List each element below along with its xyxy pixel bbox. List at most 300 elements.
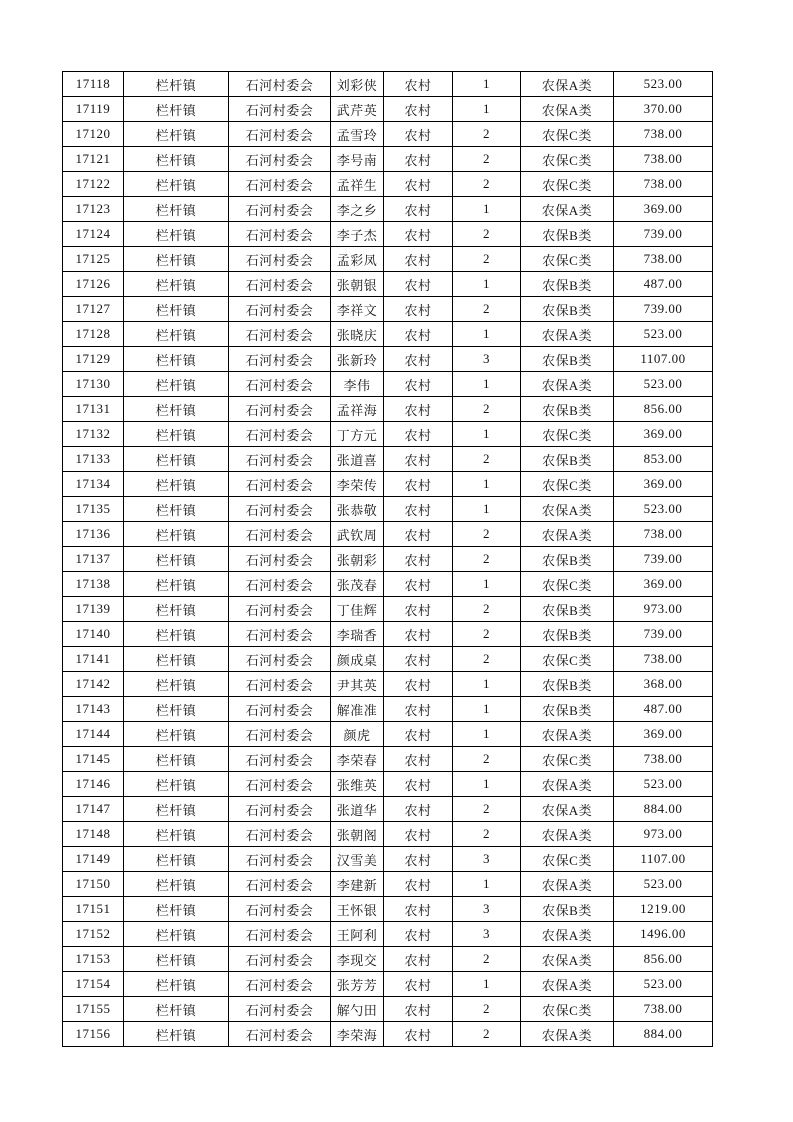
table-row	[63, 747, 713, 772]
cell-amount: 523.00	[614, 497, 713, 522]
cell-village: 石河村委会	[229, 72, 331, 97]
cell-persons: 2	[453, 122, 521, 147]
cell-seq: 17146	[63, 772, 124, 797]
cell-persons: 1	[453, 722, 521, 747]
cell-town: 栏杆镇	[124, 122, 229, 147]
table-row	[63, 872, 713, 897]
cell-residence: 农村	[384, 572, 453, 597]
cell-name: 丁佳辉	[331, 597, 384, 622]
cell-amount: 738.00	[614, 247, 713, 272]
cell-seq: 17133	[63, 447, 124, 472]
cell-name: 张道华	[331, 797, 384, 822]
cell-amount: 738.00	[614, 147, 713, 172]
cell-amount: 739.00	[614, 622, 713, 647]
cell-town: 栏杆镇	[124, 197, 229, 222]
cell-residence: 农村	[384, 997, 453, 1022]
cell-residence: 农村	[384, 622, 453, 647]
cell-category: 农保C类	[521, 172, 614, 197]
cell-seq: 17141	[63, 647, 124, 672]
cell-persons: 1	[453, 972, 521, 997]
cell-persons: 2	[453, 597, 521, 622]
cell-seq: 17130	[63, 372, 124, 397]
cell-village: 石河村委会	[229, 647, 331, 672]
table-row	[63, 572, 713, 597]
cell-amount: 369.00	[614, 572, 713, 597]
cell-town: 栏杆镇	[124, 722, 229, 747]
cell-category: 农保A类	[521, 72, 614, 97]
table-row	[63, 522, 713, 547]
cell-town: 栏杆镇	[124, 822, 229, 847]
table-row	[63, 347, 713, 372]
cell-category: 农保B类	[521, 272, 614, 297]
cell-seq: 17143	[63, 697, 124, 722]
cell-amount: 523.00	[614, 322, 713, 347]
cell-category: 农保C类	[521, 122, 614, 147]
cell-category: 农保C类	[521, 647, 614, 672]
cell-amount: 739.00	[614, 547, 713, 572]
cell-town: 栏杆镇	[124, 147, 229, 172]
cell-town: 栏杆镇	[124, 347, 229, 372]
cell-village: 石河村委会	[229, 397, 331, 422]
cell-name: 张朝彩	[331, 547, 384, 572]
cell-town: 栏杆镇	[124, 472, 229, 497]
cell-seq: 17144	[63, 722, 124, 747]
cell-residence: 农村	[384, 322, 453, 347]
cell-amount: 973.00	[614, 597, 713, 622]
cell-residence: 农村	[384, 122, 453, 147]
cell-persons: 3	[453, 847, 521, 872]
table-row	[63, 247, 713, 272]
cell-residence: 农村	[384, 897, 453, 922]
cell-town: 栏杆镇	[124, 772, 229, 797]
cell-category: 农保C类	[521, 847, 614, 872]
cell-persons: 2	[453, 247, 521, 272]
table-row	[63, 222, 713, 247]
table-row	[63, 72, 713, 97]
cell-name: 孟祥生	[331, 172, 384, 197]
table-row	[63, 947, 713, 972]
cell-category: 农保A类	[521, 797, 614, 822]
table-row	[63, 447, 713, 472]
cell-residence: 农村	[384, 547, 453, 572]
cell-village: 石河村委会	[229, 747, 331, 772]
cell-village: 石河村委会	[229, 847, 331, 872]
cell-amount: 523.00	[614, 872, 713, 897]
cell-village: 石河村委会	[229, 997, 331, 1022]
table-row	[63, 922, 713, 947]
cell-persons: 2	[453, 522, 521, 547]
cell-name: 张朝银	[331, 272, 384, 297]
cell-category: 农保B类	[521, 897, 614, 922]
cell-persons: 2	[453, 147, 521, 172]
cell-category: 农保A类	[521, 322, 614, 347]
cell-town: 栏杆镇	[124, 647, 229, 672]
cell-persons: 1	[453, 197, 521, 222]
cell-amount: 853.00	[614, 447, 713, 472]
cell-residence: 农村	[384, 422, 453, 447]
cell-category: 农保C类	[521, 747, 614, 772]
cell-village: 石河村委会	[229, 497, 331, 522]
cell-residence: 农村	[384, 947, 453, 972]
cell-residence: 农村	[384, 447, 453, 472]
cell-name: 李荣传	[331, 472, 384, 497]
table-row	[63, 472, 713, 497]
cell-persons: 3	[453, 922, 521, 947]
table-row	[63, 122, 713, 147]
table-row	[63, 997, 713, 1022]
cell-amount: 369.00	[614, 722, 713, 747]
cell-seq: 17148	[63, 822, 124, 847]
cell-category: 农保A类	[521, 972, 614, 997]
cell-name: 颜成桌	[331, 647, 384, 672]
cell-name: 汉雪美	[331, 847, 384, 872]
cell-seq: 17136	[63, 522, 124, 547]
cell-residence: 农村	[384, 147, 453, 172]
cell-persons: 1	[453, 872, 521, 897]
table-row	[63, 772, 713, 797]
cell-category: 农保B类	[521, 547, 614, 572]
cell-village: 石河村委会	[229, 197, 331, 222]
cell-village: 石河村委会	[229, 872, 331, 897]
cell-name: 李荣春	[331, 747, 384, 772]
cell-seq: 17152	[63, 922, 124, 947]
cell-name: 张朝阁	[331, 822, 384, 847]
cell-name: 张维英	[331, 772, 384, 797]
cell-town: 栏杆镇	[124, 597, 229, 622]
cell-village: 石河村委会	[229, 722, 331, 747]
cell-name: 张新玲	[331, 347, 384, 372]
table-row	[63, 297, 713, 322]
cell-name: 张恭敬	[331, 497, 384, 522]
cell-residence: 农村	[384, 397, 453, 422]
cell-seq: 17132	[63, 422, 124, 447]
payment-table-body	[63, 72, 713, 1047]
cell-seq: 17124	[63, 222, 124, 247]
cell-persons: 2	[453, 797, 521, 822]
cell-residence: 农村	[384, 72, 453, 97]
cell-name: 李之乡	[331, 197, 384, 222]
cell-name: 王怀银	[331, 897, 384, 922]
table-row	[63, 97, 713, 122]
cell-town: 栏杆镇	[124, 272, 229, 297]
cell-amount: 523.00	[614, 372, 713, 397]
cell-town: 栏杆镇	[124, 947, 229, 972]
cell-village: 石河村委会	[229, 972, 331, 997]
cell-village: 石河村委会	[229, 472, 331, 497]
cell-persons: 2	[453, 997, 521, 1022]
cell-category: 农保C类	[521, 572, 614, 597]
table-row	[63, 972, 713, 997]
cell-residence: 农村	[384, 522, 453, 547]
cell-seq: 17154	[63, 972, 124, 997]
cell-name: 解勺田	[331, 997, 384, 1022]
cell-amount: 884.00	[614, 797, 713, 822]
cell-town: 栏杆镇	[124, 1022, 229, 1047]
cell-residence: 农村	[384, 597, 453, 622]
table-row	[63, 172, 713, 197]
cell-seq: 17120	[63, 122, 124, 147]
cell-residence: 农村	[384, 1022, 453, 1047]
cell-village: 石河村委会	[229, 272, 331, 297]
cell-seq: 17127	[63, 297, 124, 322]
cell-village: 石河村委会	[229, 122, 331, 147]
cell-amount: 884.00	[614, 1022, 713, 1047]
cell-category: 农保B类	[521, 622, 614, 647]
cell-amount: 369.00	[614, 197, 713, 222]
cell-village: 石河村委会	[229, 147, 331, 172]
cell-town: 栏杆镇	[124, 622, 229, 647]
cell-persons: 2	[453, 747, 521, 772]
cell-seq: 17149	[63, 847, 124, 872]
cell-residence: 农村	[384, 872, 453, 897]
cell-town: 栏杆镇	[124, 797, 229, 822]
cell-name: 李现交	[331, 947, 384, 972]
cell-name: 颜虎	[331, 722, 384, 747]
cell-persons: 1	[453, 672, 521, 697]
cell-amount: 369.00	[614, 472, 713, 497]
cell-amount: 369.00	[614, 422, 713, 447]
cell-town: 栏杆镇	[124, 322, 229, 347]
cell-persons: 1	[453, 772, 521, 797]
cell-town: 栏杆镇	[124, 697, 229, 722]
cell-persons: 1	[453, 572, 521, 597]
cell-town: 栏杆镇	[124, 922, 229, 947]
cell-residence: 农村	[384, 247, 453, 272]
cell-village: 石河村委会	[229, 247, 331, 272]
cell-village: 石河村委会	[229, 172, 331, 197]
cell-seq: 17122	[63, 172, 124, 197]
cell-village: 石河村委会	[229, 572, 331, 597]
cell-village: 石河村委会	[229, 97, 331, 122]
cell-seq: 17135	[63, 497, 124, 522]
cell-residence: 农村	[384, 797, 453, 822]
cell-name: 张芳芳	[331, 972, 384, 997]
cell-persons: 1	[453, 422, 521, 447]
cell-town: 栏杆镇	[124, 297, 229, 322]
cell-name: 孟彩凤	[331, 247, 384, 272]
cell-name: 李子杰	[331, 222, 384, 247]
cell-seq: 17134	[63, 472, 124, 497]
cell-persons: 1	[453, 97, 521, 122]
cell-category: 农保B类	[521, 397, 614, 422]
cell-amount: 523.00	[614, 972, 713, 997]
cell-town: 栏杆镇	[124, 222, 229, 247]
cell-persons: 2	[453, 947, 521, 972]
cell-residence: 农村	[384, 972, 453, 997]
cell-amount: 738.00	[614, 122, 713, 147]
cell-village: 石河村委会	[229, 772, 331, 797]
cell-category: 农保A类	[521, 822, 614, 847]
cell-amount: 1107.00	[614, 847, 713, 872]
cell-category: 农保A类	[521, 872, 614, 897]
cell-seq: 17123	[63, 197, 124, 222]
cell-residence: 农村	[384, 472, 453, 497]
cell-residence: 农村	[384, 347, 453, 372]
cell-category: 农保C类	[521, 472, 614, 497]
cell-category: 农保C类	[521, 247, 614, 272]
cell-seq: 17129	[63, 347, 124, 372]
cell-village: 石河村委会	[229, 547, 331, 572]
cell-persons: 1	[453, 497, 521, 522]
cell-name: 李瑞香	[331, 622, 384, 647]
cell-town: 栏杆镇	[124, 497, 229, 522]
cell-persons: 2	[453, 297, 521, 322]
cell-category: 农保B类	[521, 697, 614, 722]
cell-town: 栏杆镇	[124, 372, 229, 397]
cell-amount: 487.00	[614, 272, 713, 297]
payment-table	[62, 71, 713, 1047]
table-row	[63, 197, 713, 222]
cell-residence: 农村	[384, 647, 453, 672]
cell-seq: 17156	[63, 1022, 124, 1047]
cell-amount: 1219.00	[614, 897, 713, 922]
cell-persons: 2	[453, 1022, 521, 1047]
cell-name: 尹其英	[331, 672, 384, 697]
cell-name: 张道喜	[331, 447, 384, 472]
table-row	[63, 422, 713, 447]
cell-town: 栏杆镇	[124, 747, 229, 772]
cell-seq: 17139	[63, 597, 124, 622]
cell-name: 李荣海	[331, 1022, 384, 1047]
cell-name: 解准准	[331, 697, 384, 722]
cell-category: 农保C类	[521, 997, 614, 1022]
cell-persons: 1	[453, 697, 521, 722]
cell-town: 栏杆镇	[124, 672, 229, 697]
cell-amount: 739.00	[614, 297, 713, 322]
cell-persons: 2	[453, 622, 521, 647]
cell-category: 农保A类	[521, 522, 614, 547]
cell-amount: 973.00	[614, 822, 713, 847]
cell-seq: 17145	[63, 747, 124, 772]
cell-name: 李伟	[331, 372, 384, 397]
cell-name: 武钦周	[331, 522, 384, 547]
table-row	[63, 547, 713, 572]
cell-seq: 17151	[63, 897, 124, 922]
table-row	[63, 497, 713, 522]
cell-amount: 370.00	[614, 97, 713, 122]
table-row	[63, 797, 713, 822]
cell-residence: 农村	[384, 222, 453, 247]
cell-town: 栏杆镇	[124, 972, 229, 997]
cell-town: 栏杆镇	[124, 422, 229, 447]
cell-name: 李建新	[331, 872, 384, 897]
cell-residence: 农村	[384, 697, 453, 722]
cell-residence: 农村	[384, 772, 453, 797]
cell-persons: 2	[453, 447, 521, 472]
cell-village: 石河村委会	[229, 672, 331, 697]
cell-amount: 738.00	[614, 747, 713, 772]
cell-town: 栏杆镇	[124, 247, 229, 272]
cell-residence: 农村	[384, 922, 453, 947]
table-row	[63, 147, 713, 172]
cell-amount: 1107.00	[614, 347, 713, 372]
cell-residence: 农村	[384, 97, 453, 122]
cell-category: 农保B类	[521, 597, 614, 622]
cell-town: 栏杆镇	[124, 172, 229, 197]
cell-amount: 856.00	[614, 397, 713, 422]
cell-residence: 农村	[384, 722, 453, 747]
cell-category: 农保A类	[521, 197, 614, 222]
cell-name: 孟祥海	[331, 397, 384, 422]
cell-seq: 17155	[63, 997, 124, 1022]
cell-name: 李祥文	[331, 297, 384, 322]
cell-town: 栏杆镇	[124, 872, 229, 897]
table-row	[63, 847, 713, 872]
cell-persons: 2	[453, 172, 521, 197]
cell-seq: 17153	[63, 947, 124, 972]
cell-persons: 1	[453, 322, 521, 347]
cell-persons: 2	[453, 397, 521, 422]
cell-town: 栏杆镇	[124, 572, 229, 597]
cell-category: 农保A类	[521, 372, 614, 397]
cell-residence: 农村	[384, 747, 453, 772]
cell-residence: 农村	[384, 272, 453, 297]
cell-residence: 农村	[384, 172, 453, 197]
cell-residence: 农村	[384, 372, 453, 397]
table-row	[63, 822, 713, 847]
table-row	[63, 622, 713, 647]
cell-category: 农保B类	[521, 347, 614, 372]
cell-persons: 2	[453, 822, 521, 847]
cell-seq: 17128	[63, 322, 124, 347]
cell-village: 石河村委会	[229, 522, 331, 547]
cell-amount: 739.00	[614, 222, 713, 247]
cell-town: 栏杆镇	[124, 522, 229, 547]
cell-seq: 17125	[63, 247, 124, 272]
cell-town: 栏杆镇	[124, 897, 229, 922]
cell-category: 农保B类	[521, 222, 614, 247]
cell-name: 丁方元	[331, 422, 384, 447]
table-row	[63, 672, 713, 697]
cell-amount: 738.00	[614, 172, 713, 197]
cell-residence: 农村	[384, 672, 453, 697]
cell-village: 石河村委会	[229, 697, 331, 722]
cell-amount: 856.00	[614, 947, 713, 972]
cell-seq: 17147	[63, 797, 124, 822]
table-row	[63, 597, 713, 622]
cell-village: 石河村委会	[229, 1022, 331, 1047]
cell-village: 石河村委会	[229, 222, 331, 247]
cell-persons: 1	[453, 272, 521, 297]
cell-name: 李号南	[331, 147, 384, 172]
table-row	[63, 1022, 713, 1047]
cell-seq: 17118	[63, 72, 124, 97]
cell-village: 石河村委会	[229, 422, 331, 447]
cell-category: 农保A类	[521, 497, 614, 522]
cell-village: 石河村委会	[229, 447, 331, 472]
cell-category: 农保A类	[521, 1022, 614, 1047]
cell-village: 石河村委会	[229, 297, 331, 322]
cell-persons: 1	[453, 372, 521, 397]
cell-seq: 17138	[63, 572, 124, 597]
cell-persons: 3	[453, 347, 521, 372]
cell-residence: 农村	[384, 847, 453, 872]
table-row	[63, 372, 713, 397]
cell-village: 石河村委会	[229, 922, 331, 947]
cell-amount: 523.00	[614, 72, 713, 97]
cell-category: 农保A类	[521, 722, 614, 747]
table-row	[63, 897, 713, 922]
cell-town: 栏杆镇	[124, 997, 229, 1022]
cell-seq: 17137	[63, 547, 124, 572]
cell-category: 农保A类	[521, 922, 614, 947]
cell-name: 王阿利	[331, 922, 384, 947]
cell-category: 农保B类	[521, 672, 614, 697]
cell-town: 栏杆镇	[124, 72, 229, 97]
cell-village: 石河村委会	[229, 822, 331, 847]
table-row	[63, 397, 713, 422]
cell-name: 武芹英	[331, 97, 384, 122]
